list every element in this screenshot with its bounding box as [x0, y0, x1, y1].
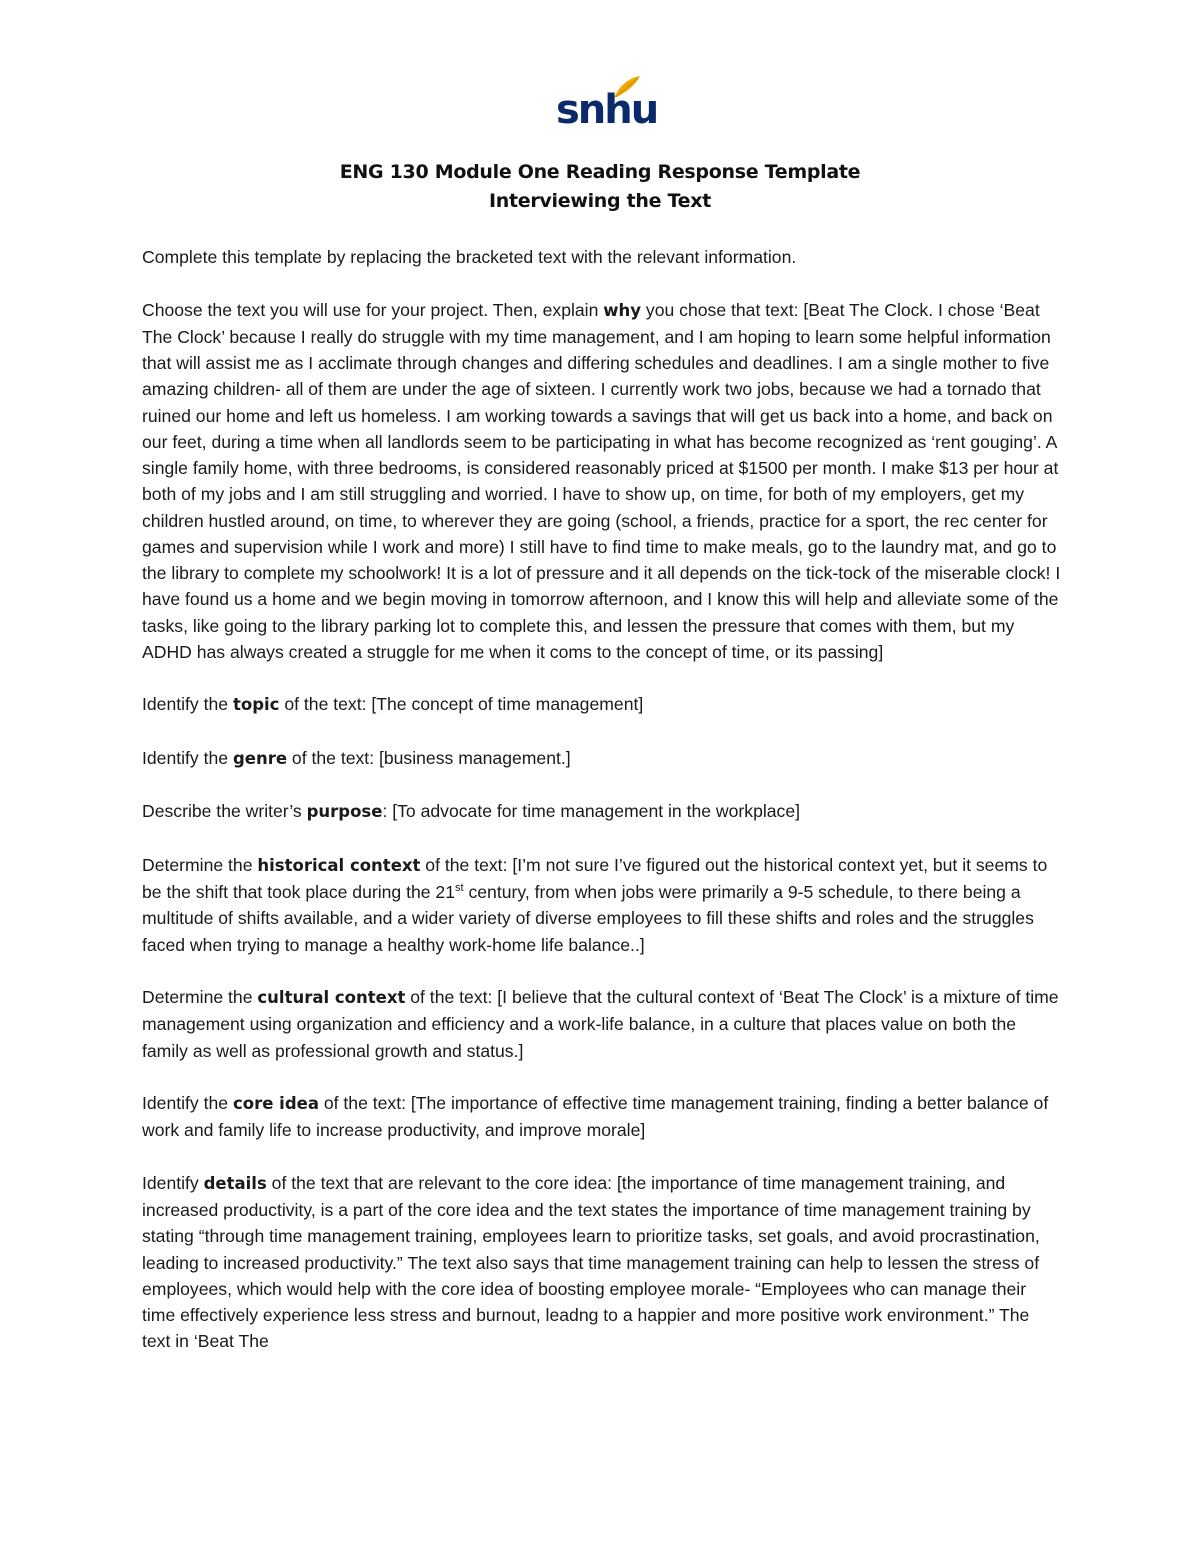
section-genre: [142, 745, 1062, 772]
snhu-logo: [548, 72, 658, 136]
section-details: [142, 1170, 1062, 1355]
section-why-keyword: why: [603, 300, 642, 320]
section-purpose-prompt: Describe the writer’s: [142, 801, 307, 822]
section-why-prompt: Choose the text you will use for your project. Then, explain: [142, 299, 604, 320]
section-core: [142, 1090, 1062, 1144]
section-core-keyword: core idea: [232, 1094, 319, 1113]
section-historical-prompt: Determine the: [142, 854, 258, 875]
logo-wordmark: snhu: [556, 87, 658, 133]
section-historical-response: of the text: [I’m not sure I’ve figured out the historical context yet, but it seems to be the shift that took place during the 21: [142, 854, 1048, 902]
section-purpose: [142, 798, 1062, 825]
section-core-response: of the text: [The importance of effective time management training, finding a better balance of work and family life to increase productivity, and improve morale]: [142, 1093, 1049, 1141]
section-genre-prompt: Identify the: [142, 747, 233, 768]
section-details-prompt: Identify: [142, 1172, 204, 1193]
section-purpose-keyword: purpose: [306, 802, 383, 822]
section-details-response: of the text that are relevant to the core idea: [the importance of time management training, and increased productivity, is a part of the core idea and the text states the importance of time management training by stating “through time management training, employees learn to prioritize tasks, set goals, and avoid procrastination, leading to increased productivity.” The text also says that time management training can help to lessen the stress of employees, which would help with the core idea of boosting employee morale- “Employees who can manage their time effectively experience less stress and burnout, leadng to a happier and more positive work environment.” The text in ‘Beat The: [142, 1172, 1040, 1352]
section-details-keyword: details: [203, 1173, 267, 1193]
ordinal-suffix: st: [455, 882, 464, 895]
section-cultural-prompt: Determine the: [142, 987, 258, 1007]
title-block: [0, 158, 1200, 216]
section-topic-prompt: Identify the: [142, 694, 233, 715]
section-purpose-response: : [To advocate for time management in the workplace]: [382, 801, 801, 822]
section-cultural-response: of the text: [I believe that the cultural context of ‘Beat The Clock’ is a mixture of time management using organization and efficiency and a work-life balance, in a culture that places value on both the family as well as professional growth and status.]: [142, 987, 1059, 1061]
section-historical-response-cont: century, from when jobs were primarily a 9-5 schedule, to there being a multitude of shifts available, and a wider variety of diverse employees to fill these shifts and roles and the struggles faced when trying to manage a healthy work-home life balance..]: [142, 882, 1034, 955]
section-cultural-keyword: cultural context: [257, 988, 406, 1007]
section-genre-response: of the text: [business management.]: [287, 747, 571, 768]
section-why: [142, 297, 1062, 666]
section-cultural: [142, 984, 1062, 1064]
section-core-prompt: Identify the: [142, 1093, 233, 1113]
document-subtitle: Interviewing the Text: [489, 190, 711, 212]
document-title: ENG 130 Module One Reading Response Template: [339, 161, 861, 183]
instructions: Complete this template by replacing the bracketed text with the relevant information.: [142, 247, 797, 267]
section-historical: [142, 852, 1062, 958]
section-why-response: you chose that text: [Beat The Clock. I chose ‘Beat The Clock’ because I really do struggle with my time management, and I am hoping to learn some helpful information that will assist me as I acclimate through changes and differing schedules and deadlines. I am a single mother to five amazing children- all of them are under the age of sixteen. I currently work two jobs, because we had a tornado that ruined our home and left us homeless. I am working towards a savings that will get us back into a home, and back on our feet, during a time when all landlords seem to be participating in what has become recognized as ‘rent gouging’. A single family home, with three bedrooms, is considered reasonably priced at $1500 per month. I make $13 per hour at both of my jobs and I am still struggling and worried. I have to show up, on time, for both of my employers, get my children hustled around, on time, to wherever they are going (school, a friends, practice for a sport, the rec center for games and supervision while I work and more) I still have to find time to make meals, go to the laundry mat, and go to the library to complete my schoolwork! It is a lot of pressure and it all depends on the tick-tock of the miserable clock! I have found us a home and we begin moving in tomorrow afternoon, and I know this will help and alleviate some of the tasks, like going to the library parking lot to complete this, and lessen the pressure that comes with them, but my ADHD has always created a struggle for me when it coms to the concept of time, or its passing]: [142, 299, 1061, 662]
section-genre-keyword: genre: [232, 748, 288, 768]
section-topic-keyword: topic: [232, 695, 280, 715]
section-topic: [142, 691, 1062, 718]
document-body: [142, 244, 1062, 1381]
section-historical-keyword: historical context: [257, 855, 421, 875]
section-topic-response: of the text: [The concept of time management]: [279, 694, 644, 715]
